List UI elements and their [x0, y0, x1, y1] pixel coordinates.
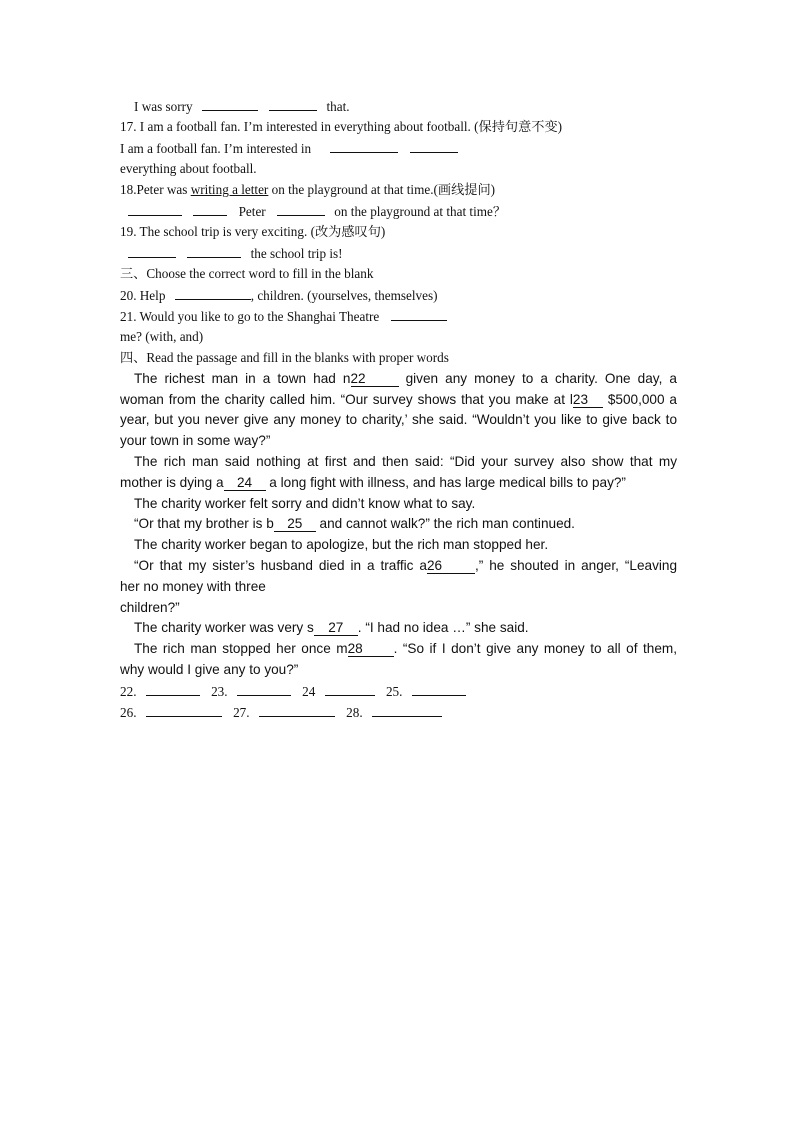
passage-text: woman from the charity called him. “Our survey shows that you make at l	[120, 392, 573, 407]
passage-text: The richest man in a town had n	[134, 371, 351, 386]
answer-number: 24	[302, 684, 316, 699]
answer-blank[interactable]	[128, 243, 176, 258]
answer-blank[interactable]	[259, 702, 335, 717]
q17-line2: everything about football.	[120, 161, 257, 176]
answer-blank[interactable]	[128, 201, 182, 216]
answer-blank[interactable]	[410, 138, 458, 153]
passage-text: mother is dying a	[120, 475, 224, 490]
passage-text: . “So if I don’t give any money to all of them,	[393, 641, 677, 656]
q21-line	[120, 306, 447, 327]
answer-blank[interactable]	[187, 243, 241, 258]
q20-prefix: 20. Help	[120, 288, 166, 303]
answer-blank[interactable]	[372, 702, 442, 717]
answer-blank[interactable]	[193, 201, 227, 216]
q16-answer-line	[120, 96, 350, 117]
passage-line	[120, 639, 677, 659]
passage-blank-26[interactable]: 26	[427, 558, 475, 574]
passage-text: . “I had no idea …” she said.	[357, 620, 529, 635]
answer-blank[interactable]	[237, 681, 291, 696]
q16-suffix: that.	[326, 99, 350, 114]
passage-line	[120, 556, 677, 576]
passage-line	[120, 390, 677, 410]
passage-line: her no money with three	[120, 579, 266, 594]
q18-rest: on the playground at that time.(画线提问)	[271, 182, 496, 197]
passage-text: $500,000 a	[607, 392, 677, 407]
passage-blank-25[interactable]: 25	[274, 516, 316, 532]
answer-blank[interactable]	[277, 201, 325, 216]
answer-blank[interactable]	[202, 96, 258, 111]
q20-suffix: , children. (yourselves, themselves)	[250, 288, 438, 303]
passage-text: “Or that my sister’s husband died in a traffic a	[134, 558, 427, 573]
answer-row-1	[120, 681, 466, 702]
q17-answer-line	[120, 138, 458, 159]
q17-question: 17. I am a football fan. I’m interested in everything about football. (保持句意不变)	[120, 119, 563, 134]
answer-blank[interactable]	[391, 306, 447, 321]
q16-prefix: I was sorry	[134, 99, 193, 114]
q18-answer-mid: Peter	[238, 204, 266, 219]
passage-line: your town in some way?”	[120, 433, 271, 448]
answer-blank[interactable]	[325, 681, 375, 696]
passage-line: The charity worker felt sorry and didn’t know what to say.	[134, 496, 476, 511]
q17-line1: I am a football fan. I’m interested in	[120, 141, 312, 156]
passage-text: a long fight with illness, and has large medical bills to pay?”	[269, 475, 626, 490]
passage-text: given any money to a charity. One day, a	[405, 371, 677, 386]
answer-blank[interactable]	[146, 702, 222, 717]
passage-line	[120, 369, 677, 389]
passage-blank-23[interactable]: 23	[573, 392, 603, 408]
passage-line	[120, 514, 575, 534]
q18-answer-line	[120, 201, 506, 222]
answer-blank[interactable]	[175, 285, 251, 300]
passage-line: why would I give any to you?”	[120, 662, 299, 677]
passage-line	[120, 473, 626, 493]
passage-text: The rich man stopped her once m	[134, 641, 348, 656]
q18-question	[120, 180, 495, 200]
q19-answer-line	[120, 243, 343, 264]
passage-text: ,” he shouted in anger, “Leaving	[474, 558, 678, 573]
q21-line2: me? (with, and)	[120, 329, 204, 344]
answer-number: 23.	[211, 684, 228, 699]
answer-number: 25.	[385, 684, 403, 699]
answer-number: 26.	[120, 705, 137, 720]
passage-line	[120, 618, 529, 638]
q18-underlined: writing a letter	[190, 182, 269, 197]
section3-title: 三、Choose the correct word to fill in the blank	[120, 266, 374, 281]
answer-number: 27.	[233, 705, 250, 720]
q18-answer-end: on the playground at that time？	[334, 204, 507, 219]
q21-text: 21. Would you like to go to the Shanghai Theatre	[120, 309, 380, 324]
passage-line: The rich man said nothing at first and then said: “Did your survey also show that my	[134, 454, 677, 469]
q19-answer-end: the school trip is!	[250, 246, 343, 261]
passage-blank-22[interactable]: 22	[351, 371, 399, 387]
q19-question: 19. The school trip is very exciting. (改为感叹句)	[120, 224, 386, 239]
passage-line: The charity worker began to apologize, but the rich man stopped her.	[134, 537, 549, 552]
passage-blank-28[interactable]: 28	[348, 641, 394, 657]
passage-text: The charity worker was very s	[134, 620, 314, 635]
passage-line: children?”	[120, 600, 180, 615]
answer-blank[interactable]	[412, 681, 466, 696]
q18-number: 18.Peter was	[120, 182, 188, 197]
answer-number: 28.	[346, 705, 363, 720]
answer-blank[interactable]	[269, 96, 317, 111]
passage-blank-24[interactable]: 24	[224, 475, 266, 491]
q20-line	[120, 285, 438, 306]
answer-blank[interactable]	[330, 138, 398, 153]
answer-blank[interactable]	[146, 681, 200, 696]
passage-blank-27[interactable]: 27	[314, 620, 358, 636]
passage-text: “Or that my brother is b	[134, 516, 274, 531]
passage-text: and cannot walk?” the rich man continued.	[319, 516, 575, 531]
answer-row-2	[120, 702, 442, 723]
section4-title: 四、Read the passage and fill in the blanks with proper words	[120, 350, 449, 365]
answer-number: 22.	[120, 684, 137, 699]
passage-line: year, but you never give any money to charity,’ she said. “Wouldn’t you like to give back to	[120, 412, 677, 427]
